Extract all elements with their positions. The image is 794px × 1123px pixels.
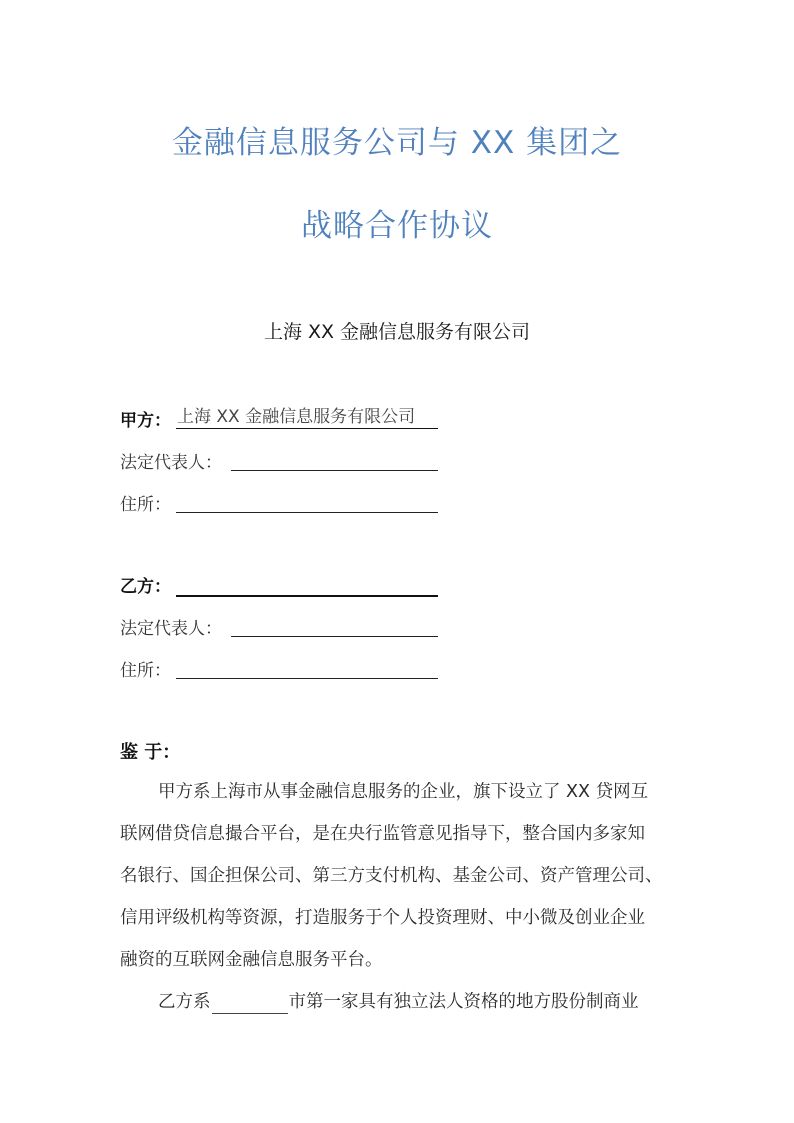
document-title-line-2: 战略合作协议	[301, 208, 493, 244]
party-a-row	[120, 404, 171, 432]
party-a-legal-rep-row	[120, 446, 222, 474]
paragraph-2-line-1	[120, 990, 676, 1014]
whereas-heading: 鉴 于：	[120, 742, 181, 763]
party-a-label: 甲方：	[120, 411, 171, 431]
party-a-legal-rep-field[interactable]	[231, 448, 438, 471]
paragraph-1-line-1: 甲方系上海市从事金融信息服务的企业，旗下设立了 XX 贷网互	[158, 782, 649, 802]
party-b-address-row	[120, 654, 171, 682]
paragraph-2-suffix: 市第一家具有独立法人资格的地方股份制商业	[288, 992, 639, 1012]
paragraph-1-line-4: 信用评级机构等资源，打造服务于个人投资理财、中小微及创业企业	[120, 908, 645, 928]
party-b-field[interactable]	[176, 573, 438, 597]
party-a-legal-rep-label: 法定代表人：	[120, 453, 222, 473]
party-a-field[interactable]	[176, 406, 438, 429]
party-a-address-row	[120, 488, 171, 516]
paragraph-1-line-2: 联网借贷信息撮合平台，是在央行监管意见指导下，整合国内多家知	[120, 824, 645, 844]
party-b-legal-rep-label: 法定代表人：	[120, 619, 222, 639]
paragraph-2-prefix: 乙方系	[158, 992, 211, 1012]
party-a-address-label: 住所：	[120, 495, 171, 515]
paragraph-1-line-3: 名银行、国企担保公司、第三方支付机构、基金公司、资产管理公司、	[120, 866, 663, 886]
party-a-value: 上海 XX 金融信息服务有限公司	[177, 407, 416, 427]
paragraph-2-city-blank[interactable]	[212, 993, 288, 1014]
party-b-legal-rep-row	[120, 612, 222, 640]
paragraph-1-line-5: 融资的互联网金融信息服务平台。	[120, 950, 383, 970]
party-a-address-field[interactable]	[176, 490, 438, 513]
company-name: 上海 XX 金融信息服务有限公司	[263, 321, 531, 343]
document-title-line-1: 金融信息服务公司与 XX 集团之	[171, 125, 623, 161]
party-b-legal-rep-field[interactable]	[231, 614, 438, 637]
party-b-label: 乙方：	[120, 577, 171, 597]
party-b-address-label: 住所：	[120, 661, 171, 681]
party-b-row	[120, 570, 171, 598]
party-b-address-field[interactable]	[176, 656, 438, 679]
